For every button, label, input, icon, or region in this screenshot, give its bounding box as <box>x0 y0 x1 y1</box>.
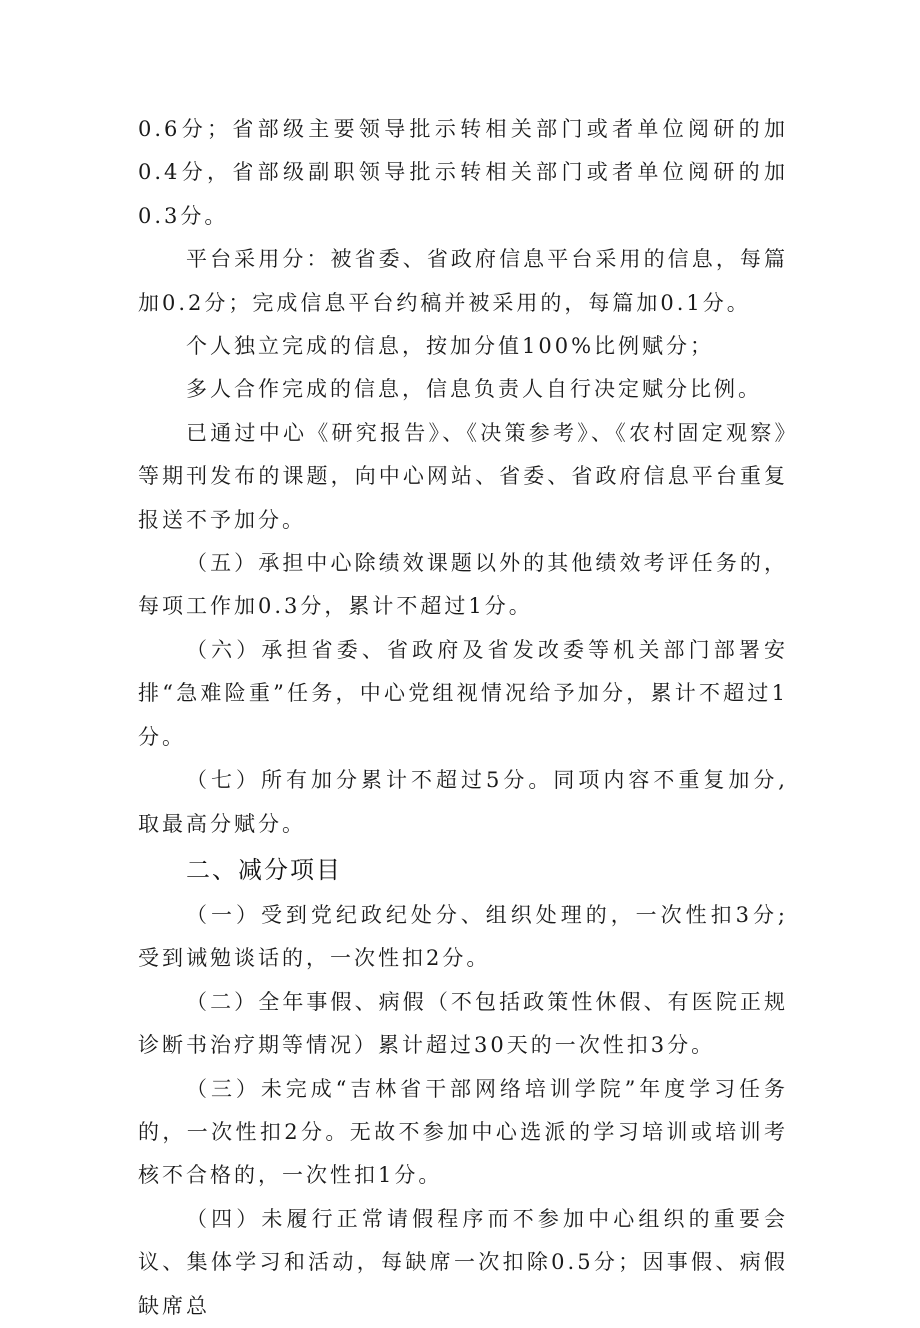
paragraph-deduction-two: （二）全年事假、病假（不包括政策性休假、有医院正规诊断书治疗期等情况）累计超过30天的一次性扣3分。 <box>138 989 788 1058</box>
paragraph-item-six: （六）承担省委、省政府及省发改委等机关部门部署安排“急难险重”任务，中心党组视情况给予加分，累计不超过1分。 <box>138 637 788 749</box>
paragraph-individual-info: 个人独立完成的信息，按加分值100%比例赋分； <box>186 334 715 359</box>
paragraph-leader-instructions: 0.6分；省部级主要领导批示转相关部门或者单位阅研的加0.4分，省部级副职领导批示转相关部门或者单位阅研的加0.3分。 <box>138 117 788 228</box>
paragraph-platform-adoption: 平台采用分：被省委、省政府信息平台采用的信息，每篇加0.2分；完成信息平台约稿并被采用的，每篇加0.1分。 <box>138 247 788 315</box>
paragraph-deduction-one: （一）受到党纪政纪处分、组织处理的，一次性扣3分;受到诫勉谈话的，一次性扣2分。 <box>138 902 788 971</box>
paragraph-cooperative-info: 多人合作完成的信息，信息负责人自行决定赋分比例。 <box>186 377 762 402</box>
paragraph-item-seven: （七）所有加分累计不超过5分。同项内容不重复加分,取最高分赋分。 <box>138 768 788 836</box>
section-heading-deductions: 二、减分项目 <box>186 855 342 884</box>
paragraph-no-duplicate: 已通过中心《研究报告》、《决策参考》、《农村固定观察》等期刊发布的课题，向中心网站、省委、省政府信息平台重复报送不予加分。 <box>138 420 788 532</box>
document-body <box>138 108 788 1328</box>
paragraph-deduction-four: （四）未履行正常请假程序而不参加中心组织的重要会议、集体学习和活动，每缺席一次扣除0.5分；因事假、病假缺席总 <box>138 1206 788 1318</box>
paragraph-item-five: （五）承担中心除绩效课题以外的其他绩效考评任务的，每项工作加0.3分，累计不超过1分。 <box>138 551 788 619</box>
paragraph-deduction-three: （三）未完成“吉林省干部网络培训学院”年度学习任务的，一次性扣2分。无故不参加中心选派的学习培训或培训考核不合格的，一次性扣1分。 <box>138 1076 788 1188</box>
